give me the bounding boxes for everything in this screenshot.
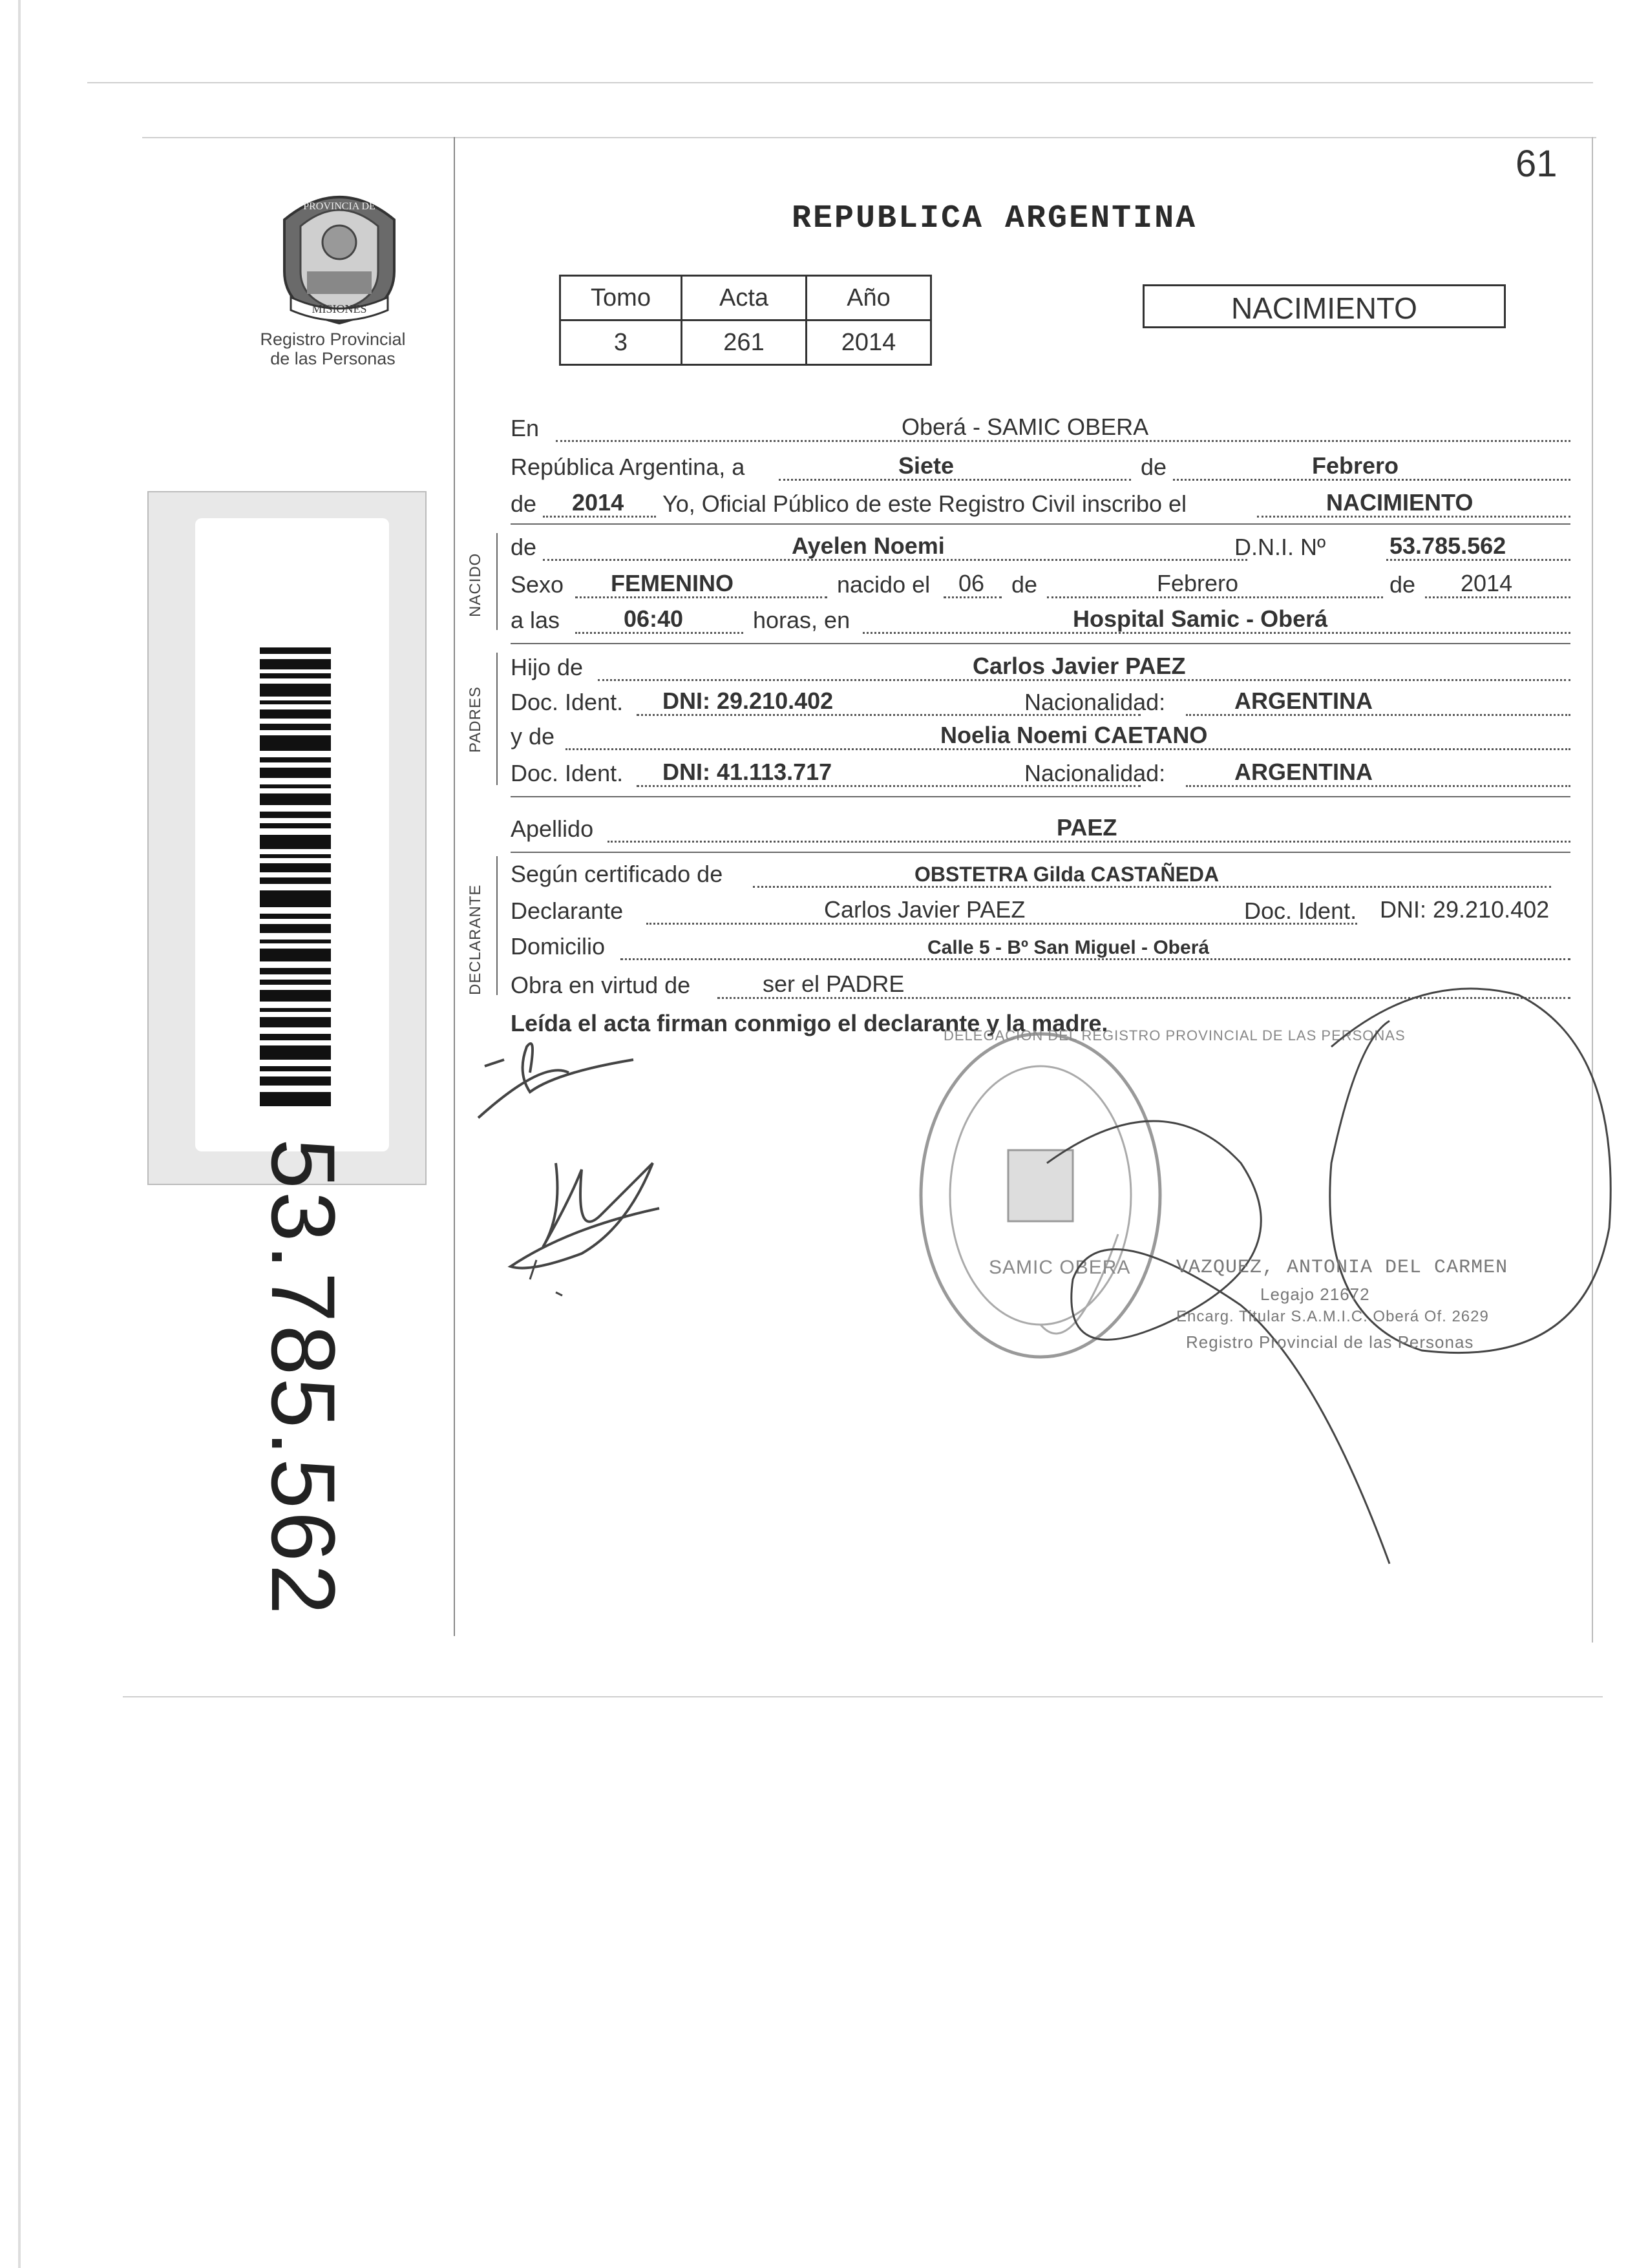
- row-declarante: [511, 895, 1570, 929]
- label-nac2: Nacionalidad:: [1024, 760, 1166, 786]
- barcode-number: 53.785.562: [253, 1139, 354, 1617]
- value-lugar: Hospital Samic - Oberá: [1073, 605, 1328, 632]
- act-type-box: NACIMIENTO: [1143, 284, 1506, 328]
- label-decl-doc: Doc. Ident.: [1244, 898, 1357, 924]
- label-nac1: Nacionalidad:: [1024, 689, 1166, 715]
- separator-1: [511, 523, 1570, 525]
- value-domicilio: Calle 5 - Bº San Miguel - Oberá: [927, 937, 1210, 958]
- register-table: [559, 275, 932, 366]
- inner-top-line: [142, 137, 1596, 138]
- svg-text:PROVINCIA DE: PROVINCIA DE: [303, 201, 375, 212]
- registry-caption: [246, 330, 420, 368]
- value-nac2: ARGENTINA: [1234, 759, 1373, 785]
- register-value-tomo: 3: [560, 320, 682, 365]
- value-nac1: ARGENTINA: [1234, 688, 1373, 714]
- label-doc1: Doc. Ident.: [511, 689, 624, 715]
- bottom-border-line: [123, 1696, 1603, 1697]
- label-apellido: Apellido: [511, 815, 594, 842]
- value-nacido-anio: 2014: [1461, 570, 1513, 596]
- register-header-anio: Año: [807, 276, 931, 320]
- section-label-nacido: NACIDO: [467, 552, 484, 617]
- registry-caption-line1: Registro Provincial: [260, 330, 406, 349]
- value-anio: 2014: [572, 489, 624, 516]
- register-header-acta: Acta: [682, 276, 807, 320]
- value-decl-doc: DNI: 29.210.402: [1380, 896, 1550, 923]
- label-doc2: Doc. Ident.: [511, 760, 624, 786]
- page-title: REPUBLICA ARGENTINA: [792, 200, 1198, 237]
- label-horas: horas, en: [753, 607, 850, 633]
- register-value-anio: 2014: [807, 320, 931, 365]
- value-dni: 53.785.562: [1389, 532, 1506, 559]
- label-republica: República Argentina, a: [511, 454, 745, 480]
- section-label-declarante: DECLARANTE: [467, 884, 484, 995]
- label-nacido-de2: de: [1389, 571, 1416, 598]
- separator-4: [511, 852, 1570, 853]
- stamp-center-text: SAMIC OBERA: [989, 1257, 1131, 1278]
- row-en: [511, 412, 1570, 446]
- row-padre: [511, 651, 1570, 685]
- value-virtud: ser el PADRE: [763, 971, 905, 997]
- barcode-card: [147, 491, 427, 1617]
- row-doc-padre: [511, 686, 1570, 720]
- barcode-label: [195, 518, 389, 1151]
- registry-caption-line2: de las Personas: [270, 349, 396, 368]
- label-domicilio: Domicilio: [511, 933, 606, 960]
- label-nombre: de: [511, 534, 537, 560]
- label-yde: y de: [511, 723, 555, 750]
- padres-bracket: [496, 653, 498, 785]
- value-nacido-mes: Febrero: [1157, 570, 1239, 596]
- label-sexo: Sexo: [511, 571, 564, 598]
- label-alas: a las: [511, 607, 560, 633]
- value-certificado: OBSTETRA Gilda CASTAÑEDA: [914, 863, 1220, 886]
- nacido-bracket: [496, 533, 498, 630]
- top-border-line: [87, 82, 1593, 83]
- row-fecha: [511, 451, 1570, 485]
- value-nombre: Ayelen Noemi: [792, 532, 945, 559]
- value-apellido: PAEZ: [1057, 814, 1117, 841]
- value-doc1: DNI: 29.210.402: [662, 688, 834, 714]
- label-de: de: [1141, 454, 1167, 480]
- value-madre: Noelia Noemi CAETANO: [940, 722, 1208, 748]
- row-nombre: [511, 531, 1570, 565]
- value-inscribo: NACIMIENTO: [1326, 489, 1474, 516]
- row-madre: [511, 720, 1570, 754]
- value-padre: Carlos Javier PAEZ: [973, 653, 1186, 679]
- stamp-ring-text: DELEGACION DEL REGISTRO PROVINCIAL DE LAS PERSONAS: [944, 1027, 1406, 1044]
- official-registro: Registro Provincial de las Personas: [1186, 1332, 1474, 1352]
- official-signature: [969, 956, 1629, 1602]
- official-cargo: Encarg. Titular S.A.M.I.C. Oberá Of. 2629: [1176, 1308, 1489, 1325]
- separator-2: [511, 643, 1570, 644]
- register-header-tomo: Tomo: [560, 276, 682, 320]
- page-number: 61: [1516, 143, 1558, 185]
- official-name: VAZQUEZ, ANTONIA DEL CARMEN: [1176, 1257, 1508, 1279]
- value-en: Oberá - SAMIC OBERA: [902, 414, 1149, 440]
- value-hora: 06:40: [624, 605, 684, 632]
- section-label-padres: PADRES: [467, 686, 484, 753]
- value-doc2: DNI: 41.113.717: [662, 759, 832, 785]
- label-dni: D.N.I. Nº: [1234, 534, 1326, 560]
- closing-statement: Leída el acta firman conmigo el declarante y la madre.: [511, 1010, 1108, 1036]
- separator-3: [511, 796, 1570, 797]
- misiones-coat-of-arms-icon: [271, 181, 407, 326]
- register-value-acta: 261: [682, 320, 807, 365]
- row-certificado: [511, 858, 1570, 892]
- row-hora: [511, 604, 1570, 638]
- label-inscribo: Yo, Oficial Público de este Registro Civil inscribo el: [662, 490, 1187, 517]
- page-left-edge: [18, 0, 21, 2268]
- row-doc-madre: [511, 757, 1570, 791]
- value-sexo: FEMENINO: [611, 570, 734, 596]
- left-frame-line: [454, 137, 455, 1636]
- barcode-bars: [260, 647, 331, 1106]
- label-declarante: Declarante: [511, 898, 624, 924]
- label-hijo: Hijo de: [511, 654, 584, 680]
- value-declarante: Carlos Javier PAEZ: [824, 896, 1026, 923]
- declarant-signature: [465, 1034, 737, 1305]
- svg-text:MISIONES: MISIONES: [312, 302, 367, 315]
- label-nacido-de: de: [1011, 571, 1038, 598]
- label-nacido: nacido el: [837, 571, 931, 598]
- value-nacido-dia: 06: [958, 570, 985, 596]
- value-dia: Siete: [898, 452, 955, 479]
- official-legajo: Legajo 21672: [1260, 1285, 1370, 1304]
- label-en: En: [511, 415, 540, 441]
- row-apellido: [511, 813, 1570, 846]
- label-de2: de: [511, 490, 537, 517]
- value-mes: Febrero: [1312, 452, 1399, 479]
- label-certificado: Según certificado de: [511, 861, 723, 887]
- row-sexo: [511, 569, 1570, 602]
- declarante-bracket: [496, 856, 498, 995]
- label-virtud: Obra en virtud de: [511, 972, 691, 998]
- row-inscribo: [511, 488, 1570, 521]
